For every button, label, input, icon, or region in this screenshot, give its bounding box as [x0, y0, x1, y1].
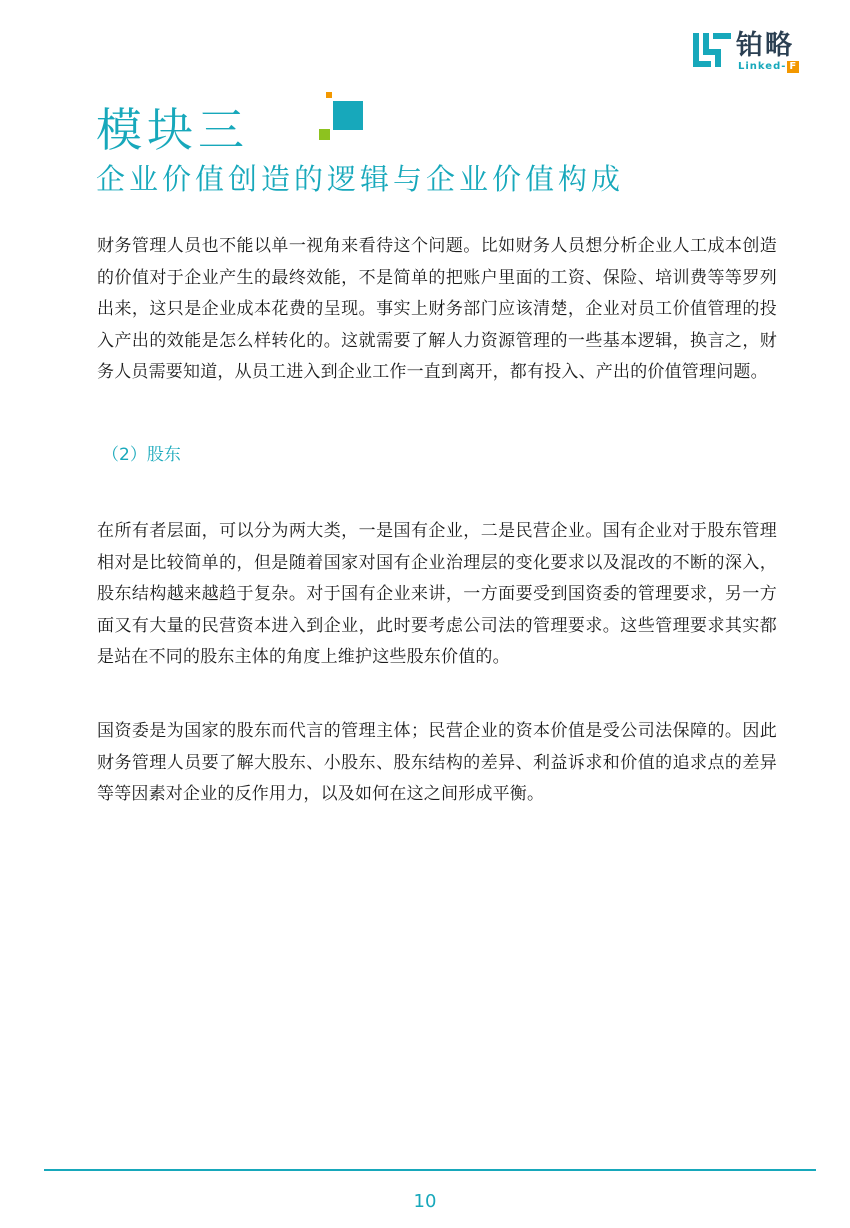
module-subtitle: 企业价值创造的逻辑与企业价值构成 [96, 162, 625, 196]
linked-f-logo-icon [692, 30, 732, 70]
decorative-square-green [319, 129, 330, 140]
decorative-square-teal [333, 101, 363, 130]
body-paragraph-2: 在所有者层面，可以分为两大类，一是国有企业，二是民营企业。国有企业对于股东管理相对是比较简单的，但是随着国家对国有企业治理层的变化要求以及混改的不断的深入，股东结构越来越趋于复杂。对于国有企业来讲，一方面要受到国资委的管理要求，另一方面又有大量的民营资本进入到企业，此时要考虑公司法的管理要求。这些管理要求其实都是站在不同的股东主体的角度上维护这些股东价值的。 [97, 521, 777, 667]
brand-logo [692, 30, 812, 72]
brand-name-en-text: Linked- [738, 61, 787, 72]
brand-name-en-tag: F [789, 61, 798, 72]
brand-name-en [738, 61, 799, 73]
page-number: 10 [413, 1191, 437, 1212]
footer-divider [44, 1169, 816, 1171]
body-paragraph-1: 财务管理人员也不能以单一视角来看待这个问题。比如财务人员想分析企业人工成本创造的价值对于企业产生的最终效能，不是简单的把账户里面的工资、保险、培训费等等罗列出来，这只是企业成本花费的呈现。事实上财务部门应该清楚，企业对员工价值管理的投入产出的效能是怎么样转化的。这就需要了解人力资源管理的一些基本逻辑，换言之，财务人员需要知道，从员工进入到企业工作一直到离开，都有投入、产出的价值管理问题。 [97, 236, 777, 382]
section-heading-shareholders: （2）股东 [102, 445, 181, 465]
decorative-square-orange [326, 92, 332, 98]
module-title: 模块三 [96, 103, 249, 157]
brand-name-cn: 铂略 [736, 30, 794, 61]
body-paragraph-3: 国资委是为国家的股东而代言的管理主体；民营企业的资本价值是受公司法保障的。因此财务管理人员要了解大股东、小股东、股东结构的差异、利益诉求和价值的追求点的差异等等因素对企业的反作用力，以及如何在这之间形成平衡。 [97, 721, 777, 804]
